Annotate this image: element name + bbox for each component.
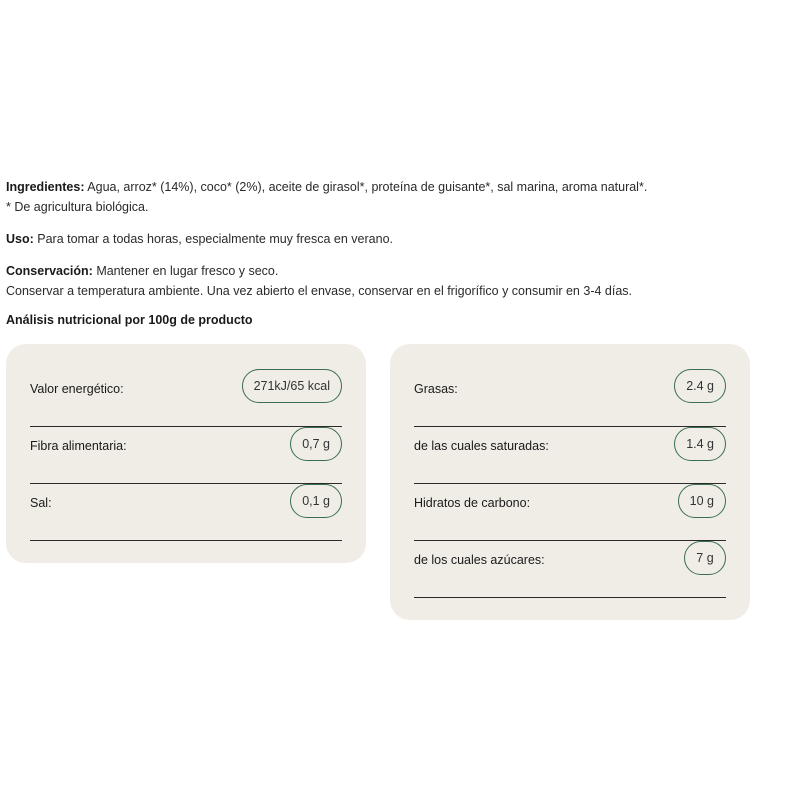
usage-text: Para tomar a todas horas, especialmente muy fresca en verano. bbox=[33, 232, 393, 246]
nutrition-row bbox=[30, 483, 342, 541]
nutrient-value-pill: 271kJ/65 kcal bbox=[242, 369, 342, 403]
nutrient-value-pill: 0,1 g bbox=[290, 484, 342, 518]
usage-label: Uso: bbox=[6, 232, 34, 246]
nutrient-label: de los cuales azúcares: bbox=[414, 553, 545, 567]
nutrition-card-left bbox=[6, 344, 366, 563]
nutrient-value-pill: 0,7 g bbox=[290, 427, 342, 461]
storage-text: Mantener en lugar fresco y seco. bbox=[92, 264, 279, 278]
nutrition-row bbox=[30, 369, 342, 427]
storage-section bbox=[6, 261, 786, 301]
nutrition-row bbox=[414, 426, 726, 484]
nutrition-row bbox=[30, 426, 342, 484]
ingredients-label: Ingredientes: bbox=[6, 180, 85, 194]
ingredients-note: * De agricultura biológica. bbox=[6, 200, 149, 214]
nutrient-value-pill: 10 g bbox=[678, 484, 726, 518]
nutrient-label: Fibra alimentaria: bbox=[30, 439, 127, 453]
ingredients-line bbox=[6, 177, 786, 197]
ingredients-section bbox=[6, 177, 786, 217]
nutrient-label: de las cuales saturadas: bbox=[414, 439, 549, 453]
nutrient-label: Sal: bbox=[30, 496, 52, 510]
storage-label: Conservación: bbox=[6, 264, 93, 278]
usage-line bbox=[6, 229, 786, 249]
nutrient-value-pill: 7 g bbox=[684, 541, 726, 575]
nutrition-row bbox=[414, 483, 726, 541]
nutrient-label: Grasas: bbox=[414, 382, 458, 396]
usage-section bbox=[6, 229, 786, 249]
nutrient-label: Valor energético: bbox=[30, 382, 124, 396]
nutrient-label: Hidratos de carbono: bbox=[414, 496, 531, 510]
nutrition-card-right bbox=[390, 344, 750, 620]
ingredients-text: Agua, arroz* (14%), coco* (2%), aceite de girasol*, proteína de guisante*, sal marina, aroma natural*. bbox=[84, 180, 648, 194]
storage-line bbox=[6, 261, 786, 281]
nutrient-value-pill: 1.4 g bbox=[674, 427, 726, 461]
nutrient-value-pill: 2.4 g bbox=[674, 369, 726, 403]
nutrition-row bbox=[414, 540, 726, 598]
nutrition-row bbox=[414, 369, 726, 427]
nutrition-heading: Análisis nutricional por 100g de producto bbox=[6, 313, 253, 327]
storage-text-2: Conservar a temperatura ambiente. Una vez abierto el envase, conservar en el frigorífico y consumir en 3-4 días. bbox=[6, 284, 633, 298]
